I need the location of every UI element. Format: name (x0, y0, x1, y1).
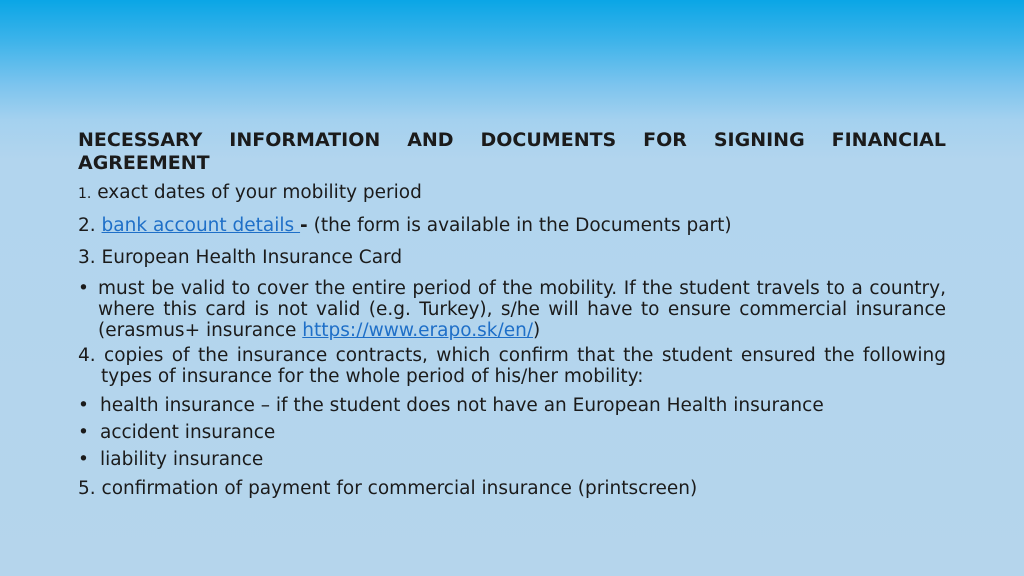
bullet-symbol: • (78, 449, 89, 470)
list-item (78, 446, 946, 473)
bullet-symbol: • (78, 395, 89, 416)
closing-paren: ) (533, 320, 541, 341)
list-item (78, 392, 946, 419)
slide-heading: NECESSARY INFORMATION AND DOCUMENTS FOR SIGNING FINANCIAL AGREEMENT (78, 129, 946, 174)
bullet-text-container (98, 278, 946, 341)
list-item-number: 1. (78, 186, 92, 202)
list-item-text: exact dates of your mobility period (97, 182, 422, 203)
slide-content (78, 129, 946, 505)
bank-account-details-link[interactable]: bank account details (101, 215, 301, 236)
insurance-types-list (78, 392, 946, 473)
list-item (78, 419, 946, 446)
list-item-3: 3. European Health Insurance Card (78, 247, 403, 268)
list-item-2 (78, 210, 946, 242)
list-item-4 (78, 345, 946, 387)
bullet-symbol: • (78, 422, 89, 443)
bullet-text: must be valid to cover the entire period of the mobility. If the student travels to a country, where this card is not valid (e.g. Turkey), s/he will have to ensure commercial insurance (erasmus+ insurance (98, 278, 946, 341)
bullet-symbol: • (78, 278, 89, 299)
bullet-text: liability insurance (100, 449, 264, 470)
bullet-text: health insurance – if the student does not have an European Health insurance (100, 395, 824, 416)
list-item-text: 4. copies of the insurance contracts, which confirm that the student ensured the following types of insurance for the whole period of his/her mobility: (78, 345, 946, 387)
dash-separator: - (300, 215, 308, 236)
list-item-text: (the form is available in the Documents part) (307, 215, 732, 236)
bullet-text: accident insurance (100, 422, 276, 443)
list-item-1 (78, 177, 946, 210)
erapo-insurance-link[interactable]: https://www.erapo.sk/en/ (302, 320, 534, 341)
list-item-5: 5. confirmation of payment for commercial insurance (printscreen) (78, 478, 698, 499)
card-validity-bullet (78, 278, 946, 341)
list-item-number: 2. (78, 215, 96, 236)
